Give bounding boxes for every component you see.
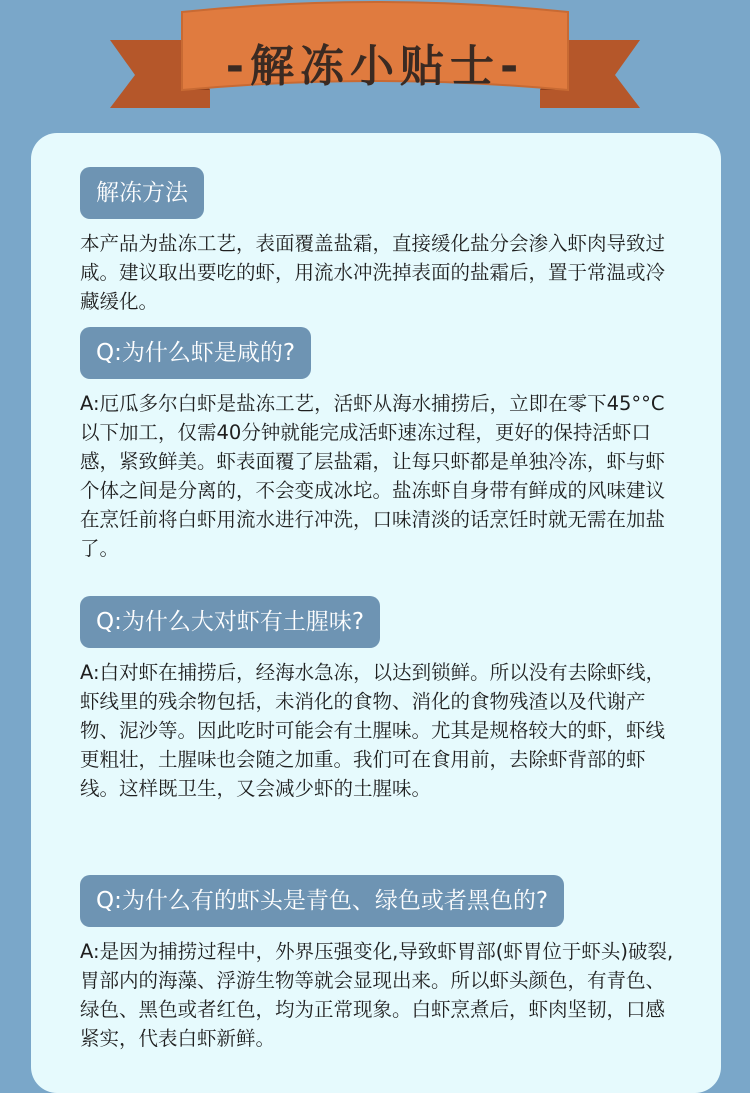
page-title: -解冻小贴士- (225, 41, 525, 92)
answer-body: A:厄瓜多尔白虾是盐冻工艺，活虾从海水捕捞后，立即在零下45°°C以下加工，仅需40分钟就能完成活虾速冻过程，更好的保持活虾口感，紧致鲜美。虾表面覆了层盐霜，让每只虾都是单独冷冻，虾与虾个体之间是分离的，不会变成冰坨。盐冻虾自身带有鲜成的风味建议在烹饪前将白虾用流水进行冲洗，口味清淡的话烹饪时就无需在加盐了。 (80, 392, 666, 560)
answer-body: A:是因为捕捞过程中，外界压强变化,导致虾胃部(虾胃位于虾头)破裂,胃部内的海藻、浮游生物等就会显现出来。所以虾头颜色，有青色、绿色、黑色或者红色，均为正常现象。白虾烹煮后，虾肉坚韧，口感紧实，代表白虾新鲜。 (80, 940, 674, 1050)
question-heading: Q:为什么有的虾头是青色、绿色或者黑色的? (80, 875, 564, 927)
section-faq-head-color (80, 875, 680, 1053)
section-heading: 解冻方法 (80, 167, 204, 219)
section-body: 本产品为盐冻工艺，表面覆盖盐霜，直接缓化盐分会渗入虾肉导致过咸。建议取出要吃的虾，用流水冲洗掉表面的盐霜后，置于常温或冷藏缓化。 (80, 232, 666, 313)
section-thaw-method (80, 167, 680, 316)
answer-body: A:白对虾在捕捞后，经海水急冻，以达到锁鲜。所以没有去除虾线，虾线里的残余物包括，未消化的食物、消化的食物残渣以及代谢产物、泥沙等。因此吃时可能会有土腥味。尤其是规格较大的虾，虾线更粗壮，土腥味也会随之加重。我们可在食用前，去除虾背部的虾线。这样既卫生，又会减少虾的土腥味。 (80, 661, 666, 800)
question-heading: Q:为什么虾是咸的? (80, 327, 311, 379)
section-faq-fishy-taste (80, 596, 680, 803)
section-faq-salty (80, 327, 680, 563)
question-heading: Q:为什么大对虾有土腥味? (80, 596, 380, 648)
